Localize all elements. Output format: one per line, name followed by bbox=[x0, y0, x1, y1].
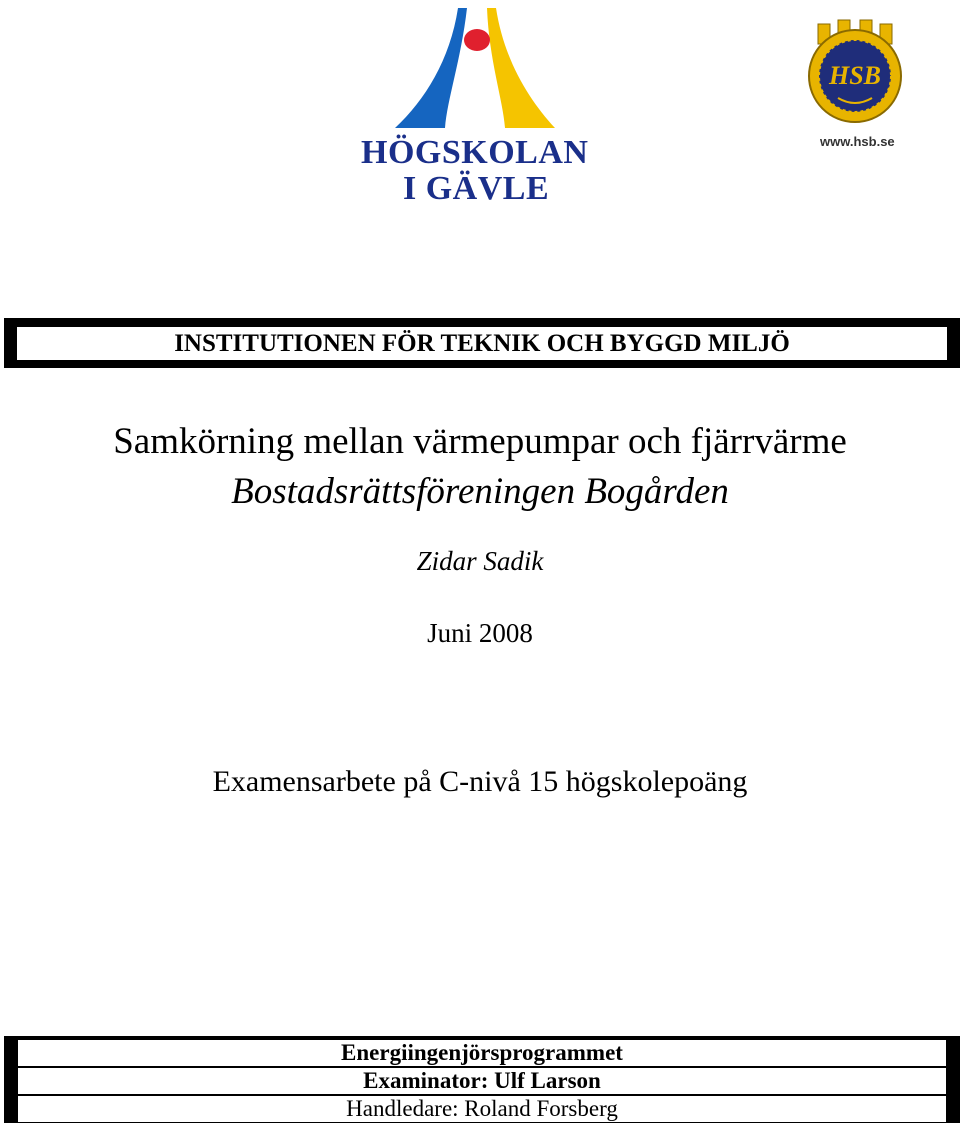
department-name: INSTITUTIONEN FÖR TEKNIK OCH BYGGD MILJÖ bbox=[17, 327, 947, 360]
author-name: Zidar Sadik bbox=[416, 546, 544, 576]
hsb-crest-icon bbox=[800, 18, 910, 128]
footer-band bbox=[4, 1036, 960, 1123]
university-name-line2: I GÄVLE bbox=[403, 170, 550, 207]
hsb-logo bbox=[800, 18, 920, 158]
thesis-level: Examensarbete på C-nivå 15 högskolepoäng bbox=[212, 765, 748, 798]
university-name-line1: HÖGSKOLAN bbox=[361, 134, 589, 171]
publication-date: Juni 2008 bbox=[427, 618, 533, 648]
university-emblem-icon bbox=[395, 0, 555, 132]
thesis-subtitle: Bostadsrättsföreningen Bogården bbox=[231, 471, 729, 512]
thesis-title: Samkörning mellan värmepumpar och fjärrvärme bbox=[113, 421, 847, 462]
supervisor: Handledare: Roland Forsberg bbox=[18, 1096, 946, 1122]
department-band bbox=[4, 318, 960, 368]
program-name: Energiingenjörsprogrammet bbox=[18, 1040, 946, 1066]
university-logo bbox=[355, 0, 595, 215]
examiner: Examinator: Ulf Larson bbox=[18, 1068, 946, 1094]
hsb-emblem-text: HSB bbox=[828, 61, 882, 90]
hsb-url: www.hsb.se bbox=[820, 134, 895, 149]
